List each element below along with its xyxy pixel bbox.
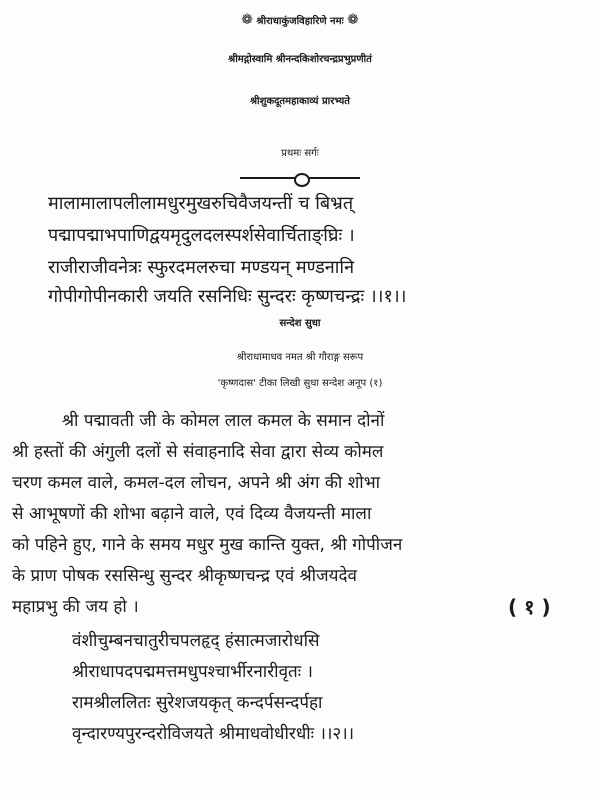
verse2-line: श्रीराधापदपद्ममत्तमधुपश्चार्भीरनारीवृतः । <box>72 662 313 682</box>
canto-heading: प्रथमः सर्गः <box>281 148 319 159</box>
verse1-line: पद्मापद्माभपाणिद्वयमृदुलदलस्पर्शसेवार्चिताङ्घ्रिः । <box>48 225 355 246</box>
commentary-line: महाप्रभु की जय हो । <box>12 597 139 617</box>
verse2-line: वृन्दारण्यपुरन्दरोविजयते श्रीमाधवोधीरधीः ।।२।। <box>72 724 355 744</box>
commentary-number: ( १ ) <box>508 595 551 619</box>
commentary-line: से आभूषणों की शोभा बढ़ाने वाले, एवं दिव्य वैजयन्ती माला <box>12 504 372 524</box>
flower-ornament-icon: ❁ <box>241 12 253 28</box>
commentary-heading: सन्देश सुधा <box>279 318 321 329</box>
invocation-text: श्रीराधाकुंजविहारिणे नमः <box>256 16 344 27</box>
invocation-line <box>0 12 600 28</box>
doha-line: 'कृष्णदास' टीका लिखी सुधा सन्देश अनूप (१) <box>217 378 383 389</box>
commentary-line: चरण कमल वाले, कमल-दल लोचन, अपने श्री अंग की शोभा <box>12 473 381 493</box>
ornamental-divider <box>240 175 360 181</box>
doha-line: श्रीराधामाधव नमत श्री गौराङ्ग सरूप <box>236 352 364 363</box>
flower-ornament-icon: ❁ <box>347 12 359 28</box>
commentary-line: के प्राण पोषक रससिन्धु सुन्दर श्रीकृष्णचन्द्र एवं श्रीजयदेव <box>12 566 357 586</box>
commentary-line: श्री हस्तों की अंगुली दलों से संवाहनादि सेवा द्वारा सेव्य कोमल <box>12 442 384 462</box>
commentary-line: श्री पद्मावती जी के कोमल लाल कमल के समान दोनों <box>62 411 385 431</box>
page-title: श्रीशुकदूतमहाकाव्यं प्रारभ्यते <box>249 96 351 107</box>
verse2-line: रामश्रीललितः सुरेशजयकृत् कन्दर्पसन्दर्पहा <box>72 693 323 713</box>
verse2-line: वंशीचुम्बनचातुरीचपलहृद् हंसात्मजारोधसि <box>72 631 320 651</box>
commentary-line: को पहिने हुए, गाने के समय मधुर मुख कान्ति युक्त, श्री गोपीजन <box>12 535 403 555</box>
verse1-line: राजीराजीवनेत्रः स्फुरदमलरुचा मण्डयन् मण्डनानि <box>48 257 355 278</box>
author-line: श्रीमद्गोस्वामि श्रीनन्दकिशोरचन्द्रप्रभुप्रणीतं <box>228 54 372 65</box>
verse1-line: मालामालापलीलामधुरमुखरुचिवैजयन्तीं च बिभ्रत् <box>48 193 354 214</box>
verse1-line: गोपीगोपीनकारी जयति रसनिधिः सुन्दरः कृष्णचन्द्रः ।।१।। <box>48 286 407 307</box>
